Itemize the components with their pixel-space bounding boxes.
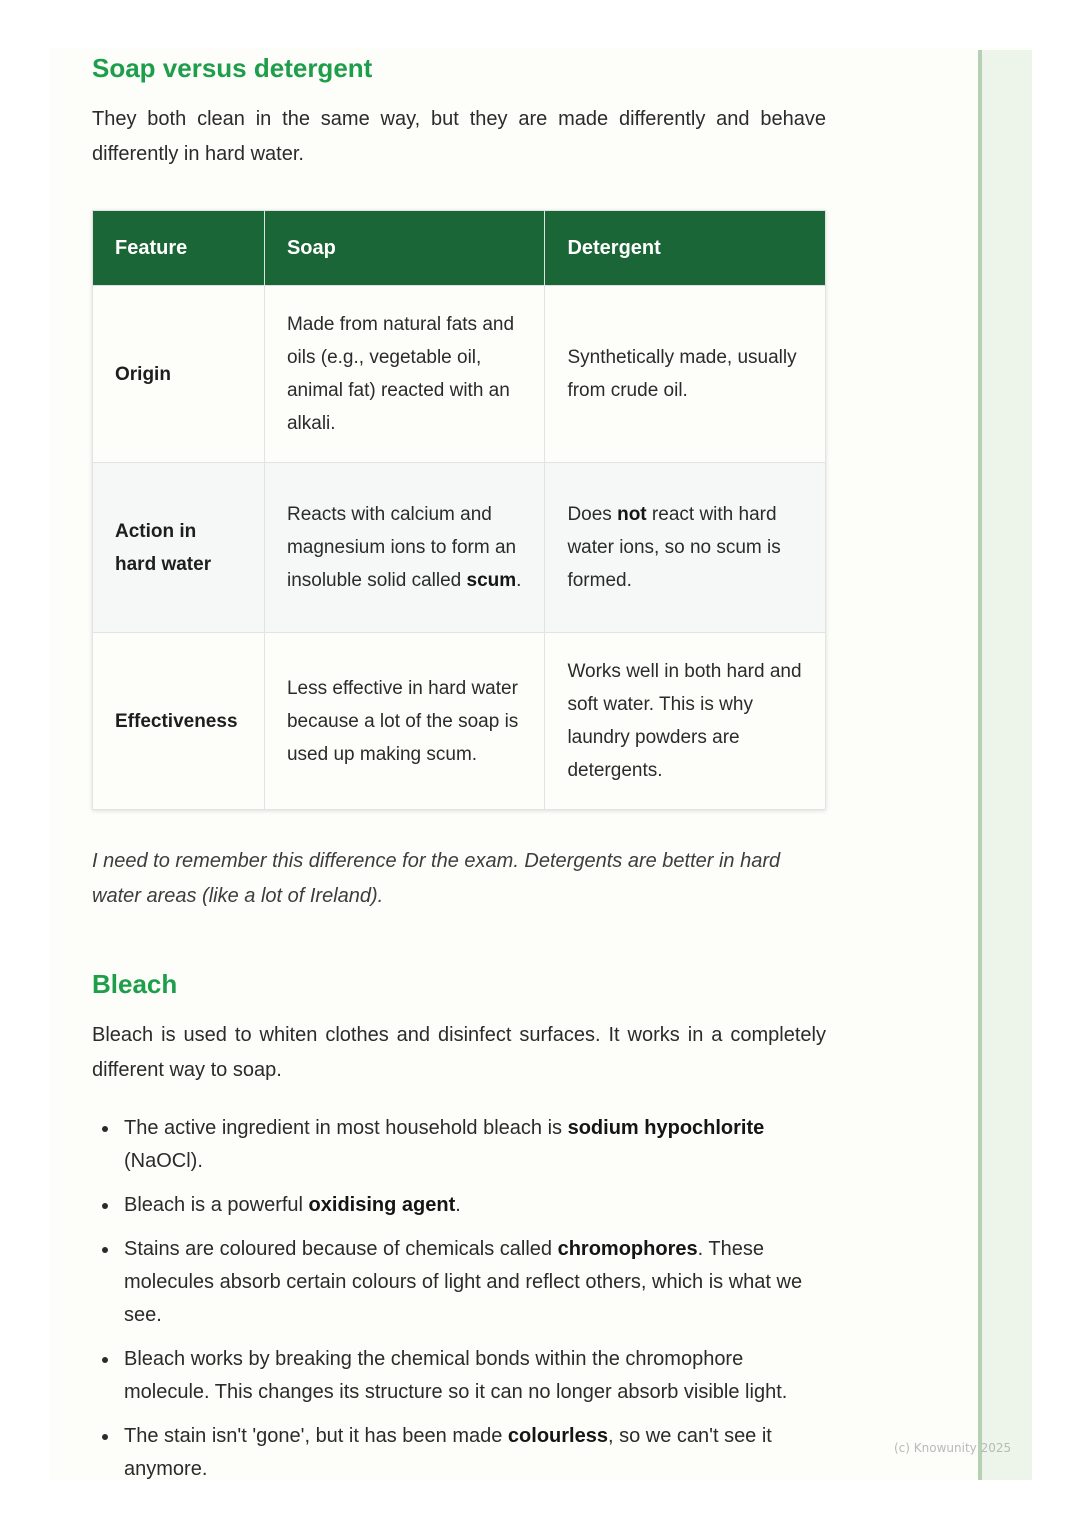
header-feature: Feature [93,211,265,286]
item-text: Bleach works by breaking the chemical bonds within the chromophore molecule. This changes its structure so it can no longer absorb visible light. [124,1348,788,1403]
bullet-icon [102,1126,108,1132]
right-margin-bar [978,50,1032,1480]
item-bold-term: sodium hypochlorite [567,1117,765,1139]
table-row [93,286,826,463]
bullet-icon [102,1203,108,1209]
row-feature: Origin [93,286,265,463]
row-soap-cell: Made from natural fats and oils (e.g., vegetable oil, animal fat) reacted with an alkali. [264,286,544,463]
comparison-table [92,210,826,810]
cell-text: Reacts with calcium and magnesium ions to form an insoluble solid called [286,504,517,591]
cell-bold-term: scum [466,570,517,591]
bullet-icon [102,1247,108,1253]
feature-line: Action in [115,520,197,542]
row-feature [93,463,265,633]
table-row [93,633,826,810]
document-content [92,48,826,1497]
header-detergent: Detergent [545,211,826,286]
list-item [92,1189,826,1222]
item-bold-term: chromophores [557,1238,698,1260]
table-row [93,463,826,633]
row-detergent-cell: Synthetically made, usually from crude oil. [545,286,826,463]
row-detergent-cell: Works well in both hard and soft water. This is why laundry powders are detergents. [545,633,826,810]
item-text: Bleach is a powerful [124,1194,309,1216]
row-soap-cell [264,463,544,633]
table-header-row [93,211,826,286]
cell-text: Does [567,504,618,525]
row-feature: Effectiveness [93,633,265,810]
list-item [92,1343,826,1409]
item-text: . These molecules absorb certain colours of light and reflect others, which is what we see. [124,1238,803,1326]
header-soap: Soap [264,211,544,286]
item-text: The active ingredient in most household bleach is [124,1117,568,1139]
list-item [92,1112,826,1178]
item-text: The stain isn't 'gone', but it has been made [124,1425,508,1447]
list-item [92,1420,826,1486]
cell-text: . [516,570,522,591]
item-text: Stains are coloured because of chemicals called [124,1238,558,1260]
feature-line: hard water [115,553,212,575]
bullet-icon [102,1434,108,1440]
bullet-icon [102,1357,108,1363]
row-detergent-cell [545,463,826,633]
cell-text: react with hard water ions, so no scum is formed. [567,504,781,591]
bleach-bullet-list [92,1112,826,1486]
bleach-intro: Bleach is used to whiten clothes and disinfect surfaces. It works in a completely different way to soap. [92,1024,826,1081]
item-text: . [455,1194,461,1216]
section-intro: They both clean in the same way, but they are made differently and behave differently in hard water. [92,108,826,165]
cell-bold-term: not [617,504,647,525]
item-text: (NaOCl). [124,1150,203,1172]
row-soap-cell: Less effective in hard water because a lot of the soap is used up making scum. [264,633,544,810]
item-text: , so we can't see it anymore. [124,1425,772,1480]
exam-note: I need to remember this difference for the exam. Detergents are better in hard water areas (like a lot of Ireland). [92,850,781,907]
section-title-soap-vs-detergent: Soap versus detergent [92,53,373,83]
section-title-bleach: Bleach [92,969,178,999]
item-bold-term: colourless [507,1425,608,1447]
list-item [92,1233,826,1332]
item-bold-term: oxidising agent [308,1194,456,1216]
copyright-footer: (c) Knowunity 2025 [894,1441,1012,1455]
